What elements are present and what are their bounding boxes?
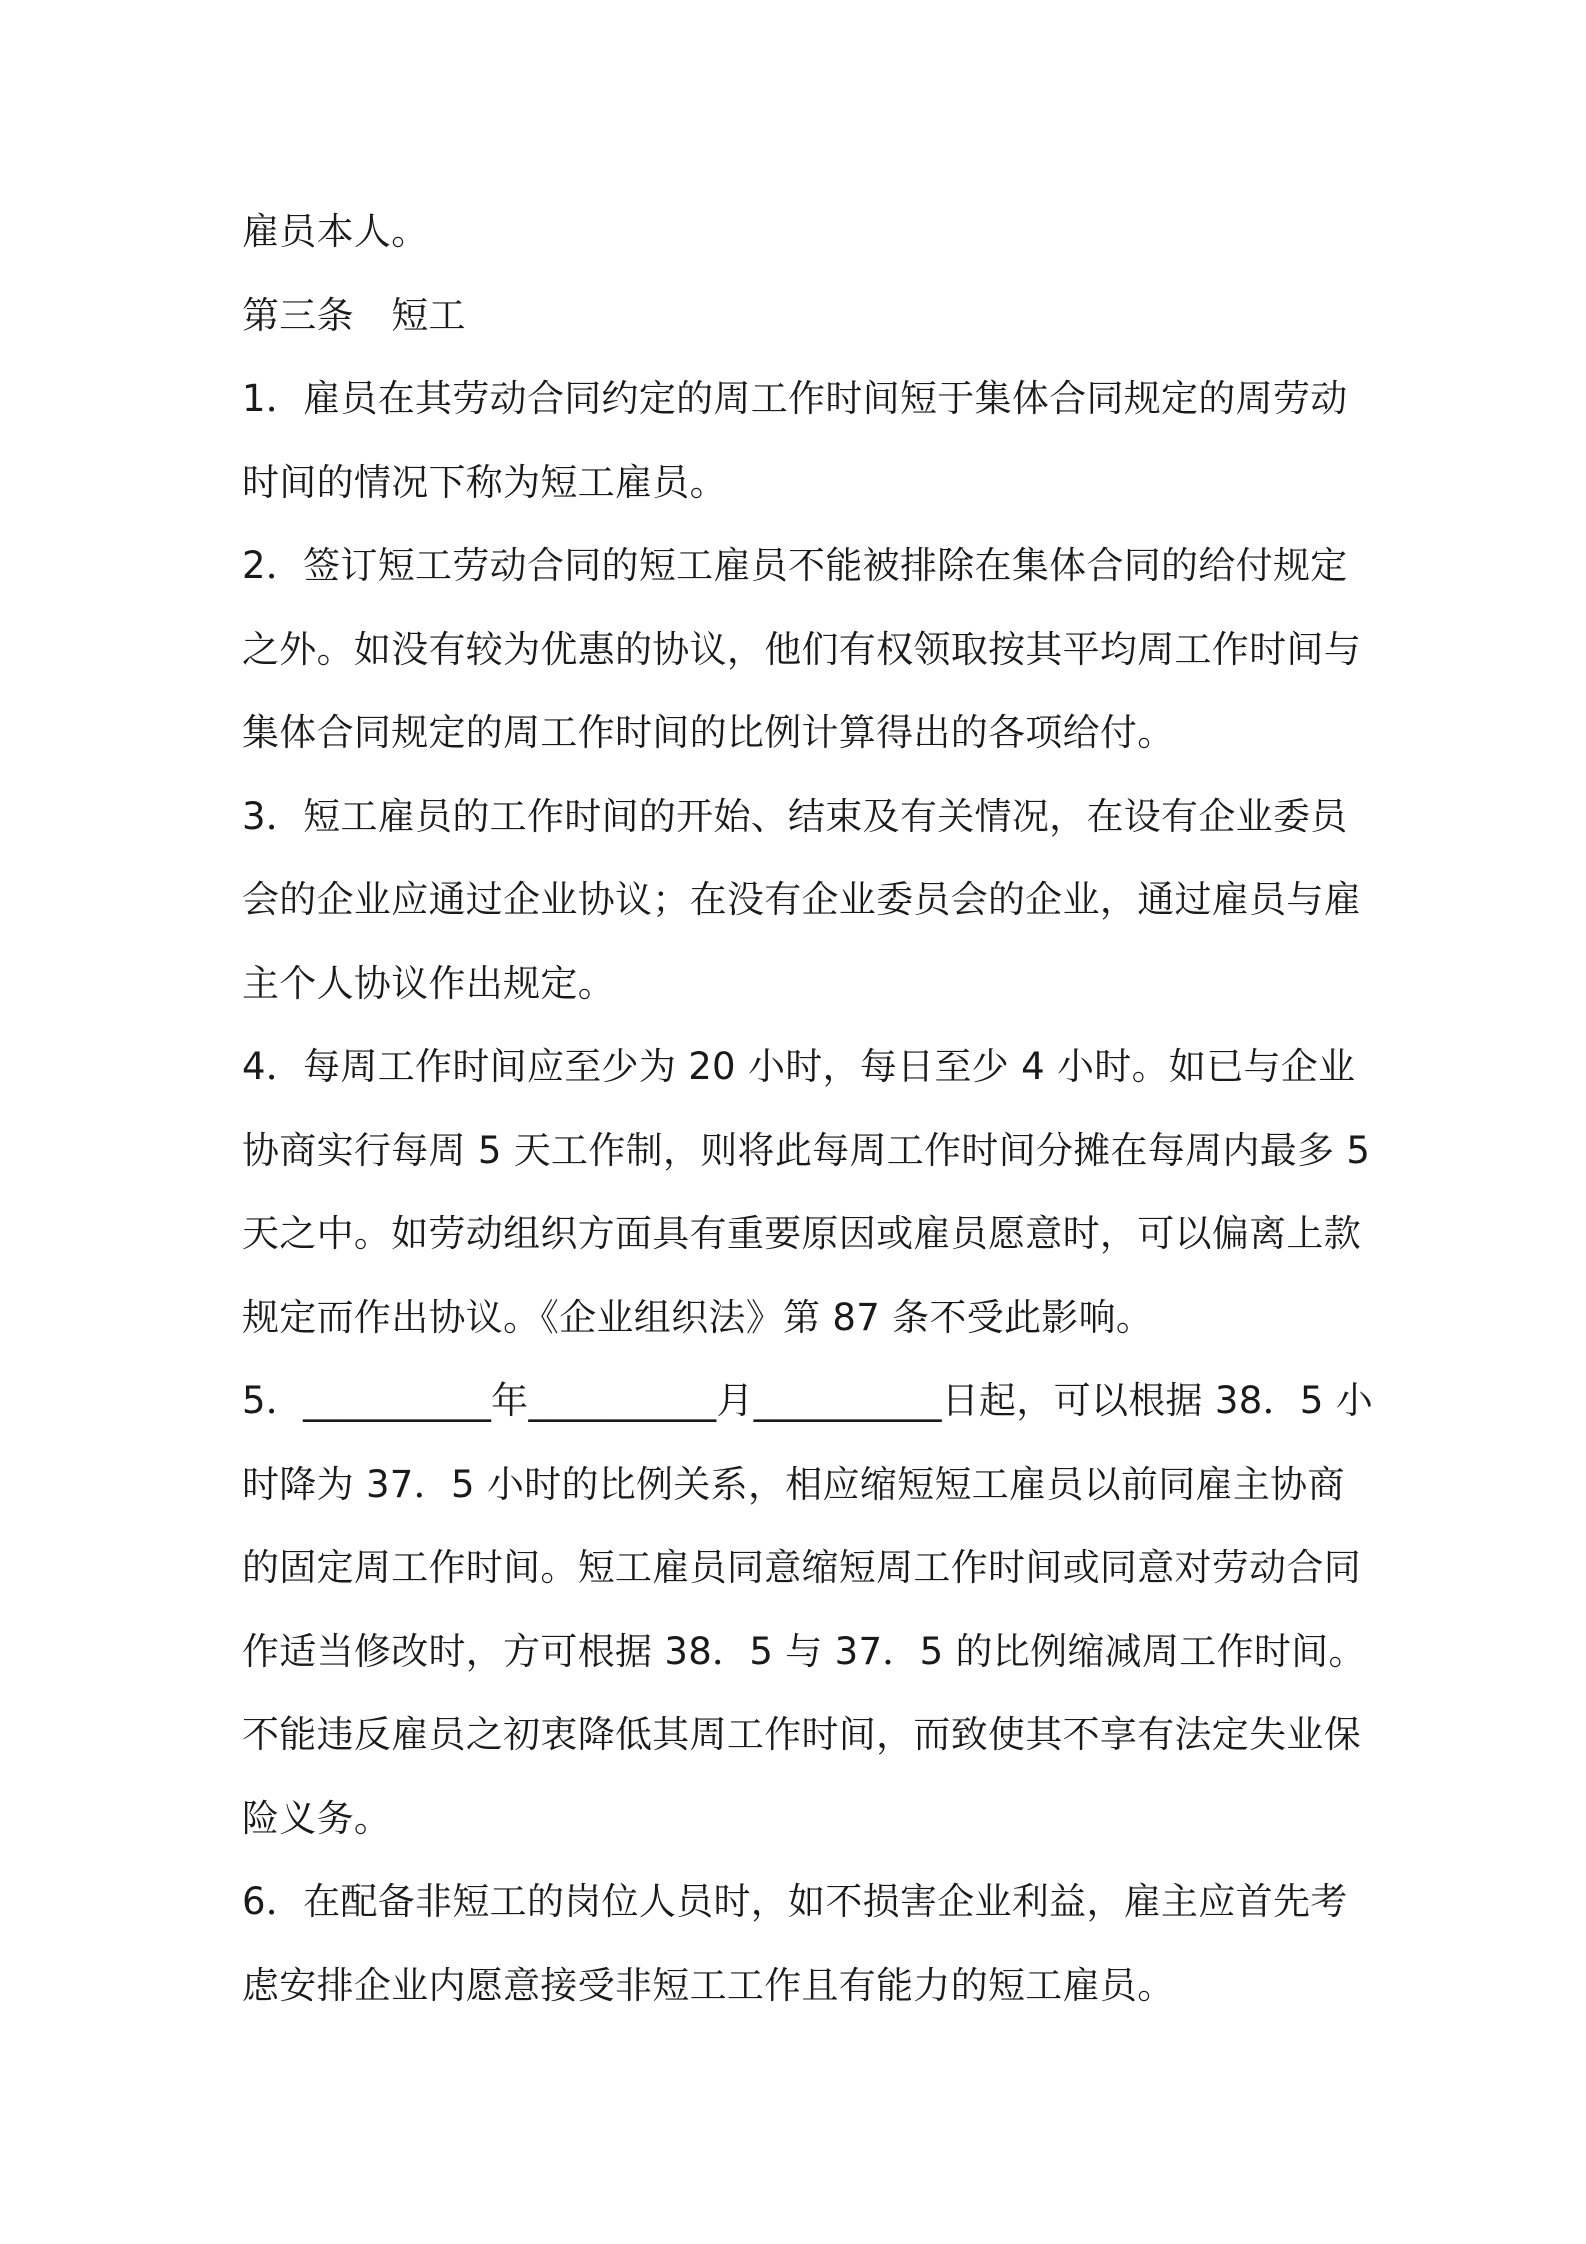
text-line: 时间的情况下称为短工雇员。	[242, 460, 727, 504]
text-line: 规定而作出协议。《企业组织法》第 87 条不受此影响。	[242, 1295, 1154, 1339]
article-heading: 第三条 短工	[242, 293, 466, 337]
text-line: 1．雇员在其劳动合同约定的周工作时间短于集体合同规定的周劳动	[242, 377, 1348, 420]
text-line: 6．在配备非短工的岗位人员时，如不损害企业利益，雇主应首先考	[242, 1880, 1348, 1923]
text-line: 险义务。	[242, 1796, 392, 1840]
text-line: 作适当修改时，方可根据 38．5 与 37．5 的比例缩减周工作时间。	[242, 1629, 1366, 1673]
text-line: 虑安排企业内愿意接受非短工工作且有能力的短工雇员。	[242, 1963, 1175, 2007]
text-line: 的固定周工作时间。短工雇员同意缩短周工作时间或同意对劳动合同	[242, 1546, 1361, 1589]
text-line: 集体合同规定的周工作时间的比例计算得出的各项给付。	[242, 711, 1175, 754]
text-line: 不能违反雇员之初衷降低其周工作时间，而致使其不享有法定失业保	[242, 1713, 1361, 1756]
text-line: 天之中。如劳动组织方面具有重要原因或雇员愿意时，可以偏离上款	[242, 1212, 1361, 1255]
text-line: 协商实行每周 5 天工作制，则将此每周工作时间分摊在每周内最多 5	[242, 1128, 1371, 1172]
text-line: 会的企业应通过企业协议；在没有企业委员会的企业，通过雇员与雇	[242, 878, 1361, 921]
text-line: 雇员本人。	[242, 210, 429, 253]
text-line: 主个人协议作出规定。	[242, 961, 615, 1005]
text-line: 之外。如没有较为优惠的协议，他们有权领取按其平均周工作时间与	[242, 627, 1361, 671]
text-line: 3．短工雇员的工作时间的开始、结束及有关情况，在设有企业委员	[242, 794, 1348, 838]
text-line: 时降为 37．5 小时的比例关系，相应缩短短工雇员以前同雇主协商	[242, 1462, 1345, 1506]
text-line: 2．签订短工劳动合同的短工雇员不能被排除在集体合同的给付规定	[242, 544, 1348, 587]
text-line: 5．__________年__________月__________日起，可以根据 38．5 小	[242, 1379, 1374, 1422]
text-line: 4．每周工作时间应至少为 20 小时，每日至少 4 小时。如已与企业	[242, 1045, 1356, 1088]
document-body	[242, 190, 1374, 2027]
